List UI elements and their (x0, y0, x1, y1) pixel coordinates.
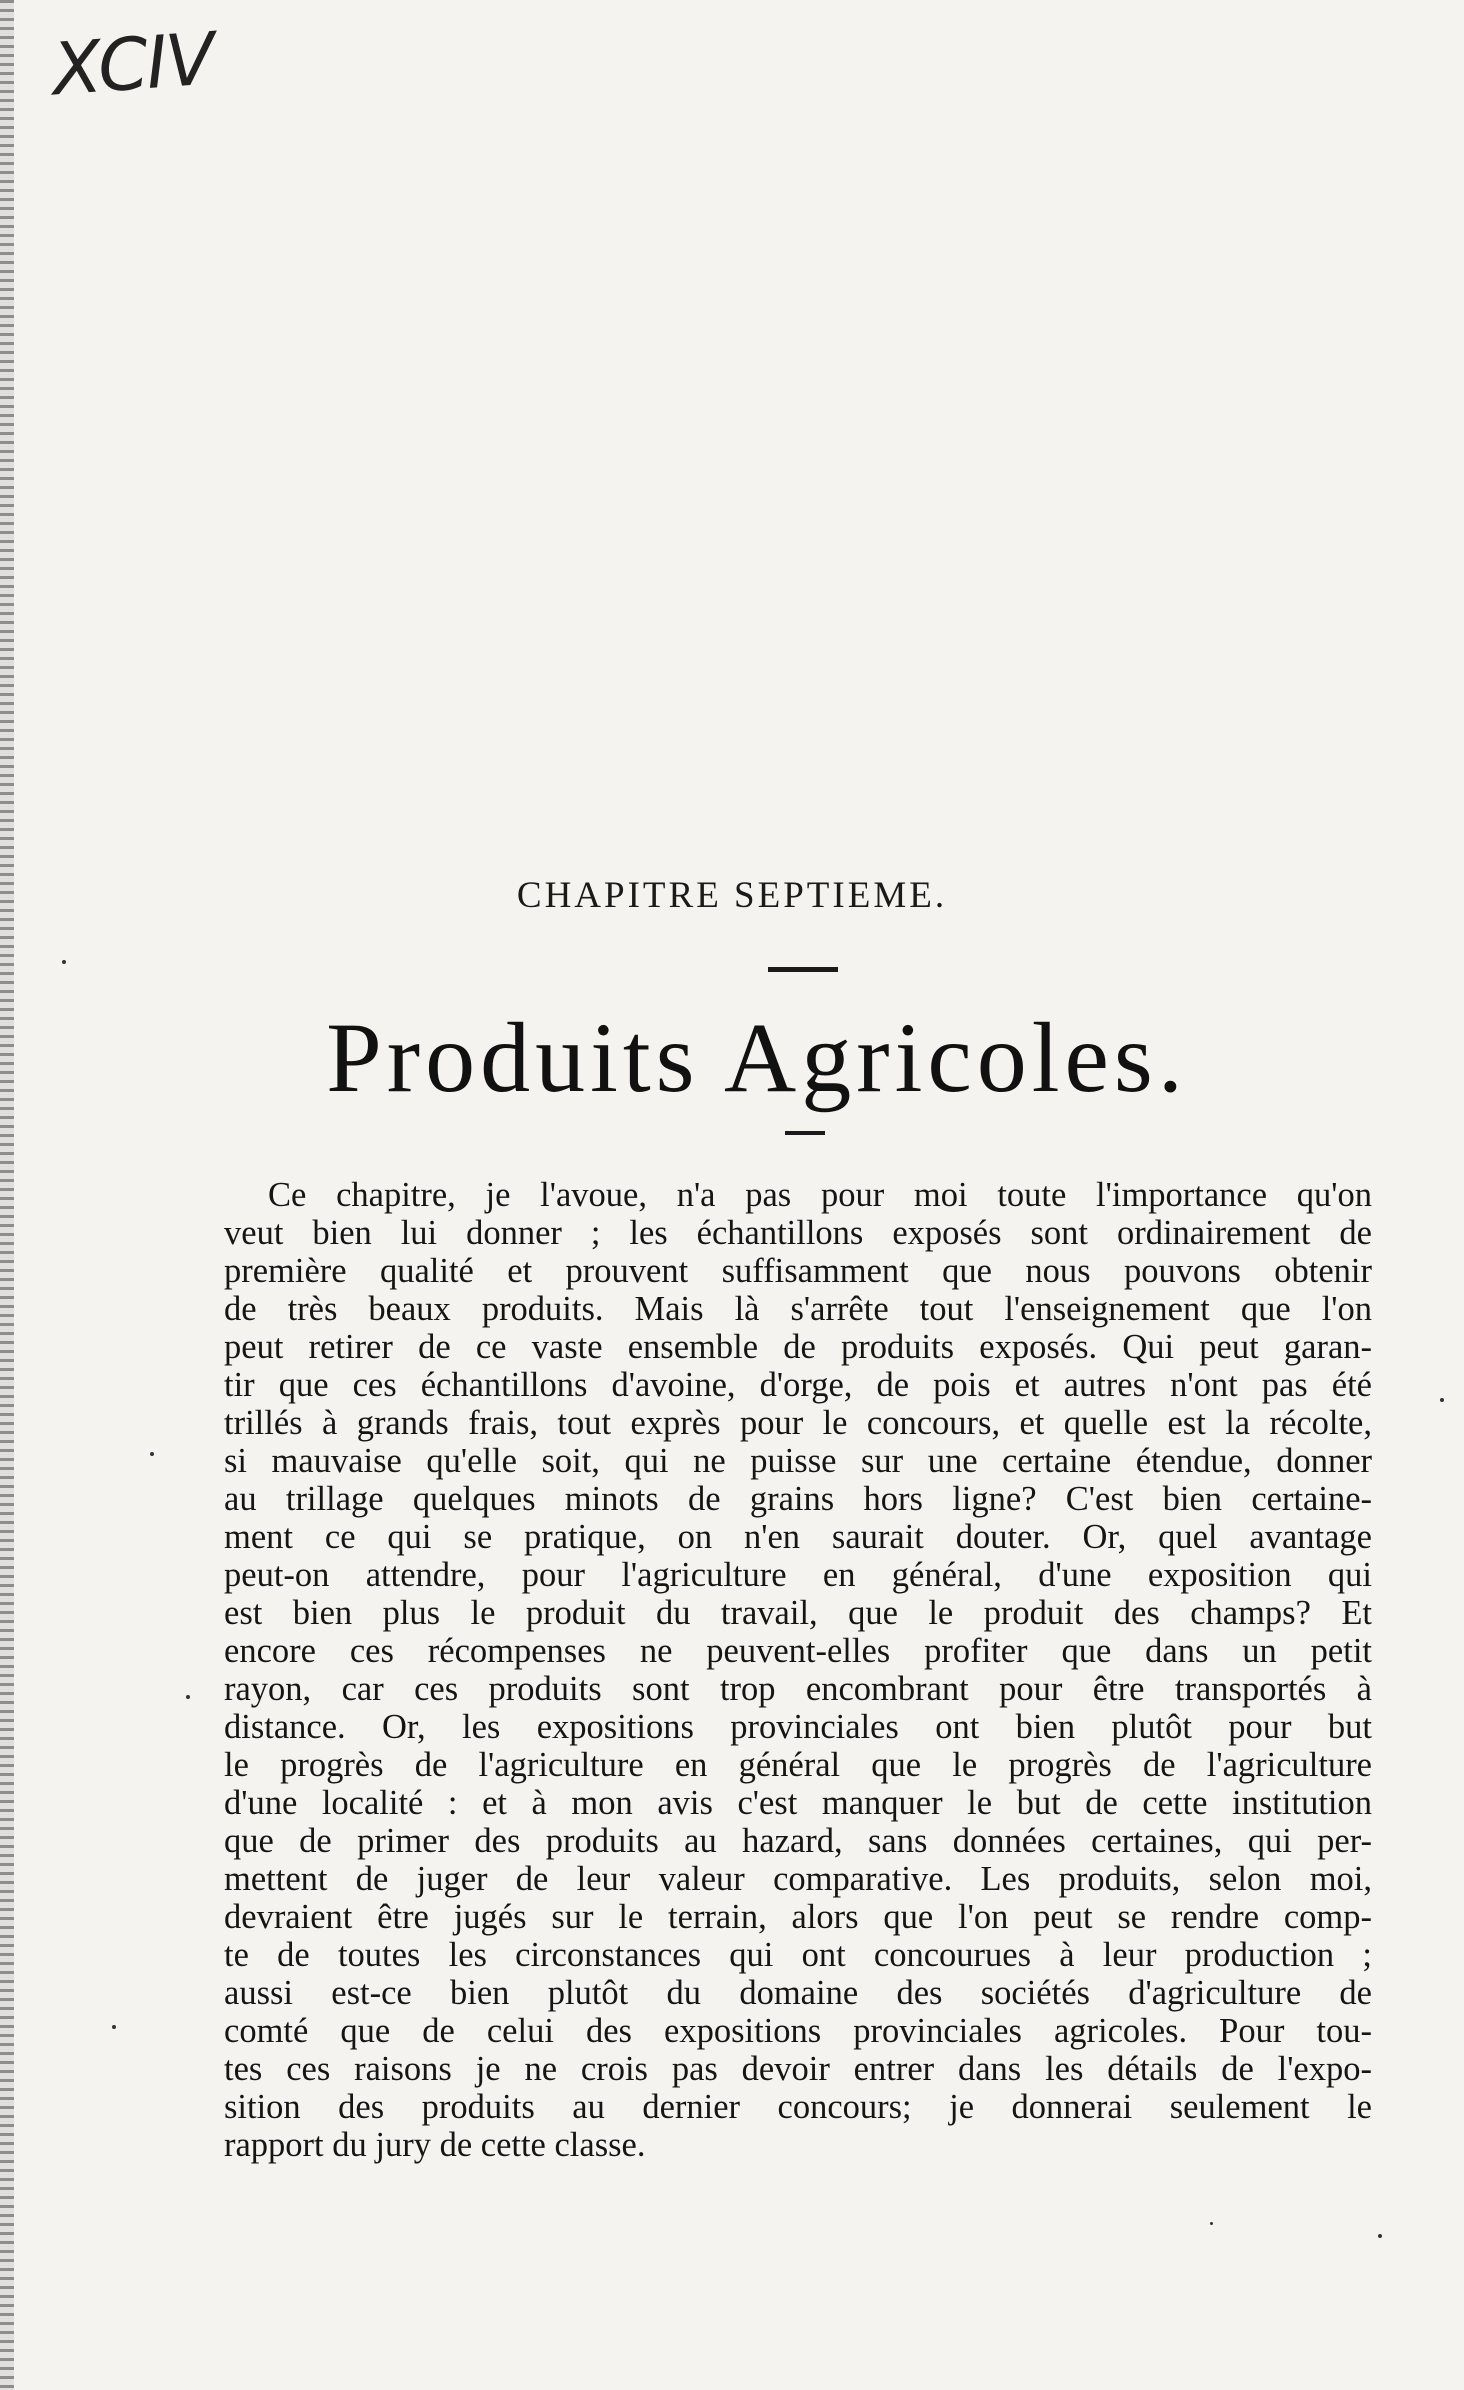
text-line: trillés à grands frais, tout exprès pour le concours, et quelle est la récolte, (224, 1404, 1372, 1442)
scan-speck (186, 1695, 190, 1699)
text-line: tes ces raisons je ne crois pas devoir entrer dans les détails de l'expo- (224, 2050, 1372, 2088)
text-line: tir que ces échantillons d'avoine, d'orge, de pois et autres n'ont pas été (224, 1366, 1372, 1404)
text-line: rayon, car ces produits sont trop encombrant pour être transportés à (224, 1670, 1372, 1708)
text-line: encore ces récompenses ne peuvent-elles profiter que dans un petit (224, 1632, 1372, 1670)
text-line: ment ce qui se pratique, on n'en saurait douter. Or, quel avantage (224, 1518, 1372, 1556)
text-line: au trillage quelques minots de grains hors ligne? C'est bien certaine- (224, 1480, 1372, 1518)
text-line: est bien plus le produit du travail, que le produit des champs? Et (224, 1594, 1372, 1632)
scan-speck (1210, 2222, 1213, 2225)
text-line: devraient être jugés sur le terrain, alors que l'on peut se rendre comp- (224, 1898, 1372, 1936)
text-line: première qualité et prouvent suffisamment que nous pouvons obtenir (224, 1252, 1372, 1290)
text-line: te de toutes les circonstances qui ont concourues à leur production ; (224, 1936, 1372, 1974)
scan-speck (112, 2025, 116, 2029)
text-line: rapport du jury de cette classe. (224, 2126, 646, 2164)
text-line: mettent de juger de leur valeur comparative. Les produits, selon moi, (224, 1860, 1372, 1898)
handwritten-marginalia: XCIV (49, 16, 216, 112)
scan-speck (150, 1452, 154, 1456)
heading-rule (768, 967, 838, 972)
title-rule (785, 1131, 825, 1135)
text-line: veut bien lui donner ; les échantillons exposés sont ordinairement de (224, 1214, 1372, 1252)
scan-speck (62, 960, 66, 964)
text-line: Ce chapitre, je l'avoue, n'a pas pour moi toute l'importance qu'on (268, 1176, 1372, 1214)
chapter-heading: CHAPITRE SEPTIEME. (516, 875, 948, 916)
text-line: distance. Or, les expositions provinciales ont bien plutôt pour but (224, 1708, 1372, 1746)
text-line: peut-on attendre, pour l'agriculture en général, d'une exposition qui (224, 1556, 1372, 1594)
scan-speck (1440, 1398, 1444, 1402)
text-line: sition des produits au dernier concours; je donnerai seulement le (224, 2088, 1372, 2126)
text-line: de très beaux produits. Mais là s'arrête tout l'enseignement que l'on (224, 1290, 1372, 1328)
text-line: peut retirer de ce vaste ensemble de produits exposés. Qui peut garan- (224, 1328, 1372, 1366)
text-line: le progrès de l'agriculture en général que le progrès de l'agriculture (224, 1746, 1372, 1784)
text-line: comté que de celui des expositions provinciales agricoles. Pour tou- (224, 2012, 1372, 2050)
text-line: aussi est-ce bien plutôt du domaine des sociétés d'agriculture de (224, 1974, 1372, 2012)
text-line: que de primer des produits au hazard, sans données certaines, qui per- (224, 1822, 1372, 1860)
text-line: si mauvaise qu'elle soit, qui ne puisse sur une certaine étendue, donner (224, 1442, 1372, 1480)
page-title: Produits Agricoles. (326, 1002, 1188, 1113)
page-binding-edge (0, 0, 14, 2390)
scan-speck (1378, 2234, 1382, 2238)
body-paragraph (224, 1176, 1372, 2164)
text-line: d'une localité : et à mon avis c'est manquer le but de cette institution (224, 1784, 1372, 1822)
